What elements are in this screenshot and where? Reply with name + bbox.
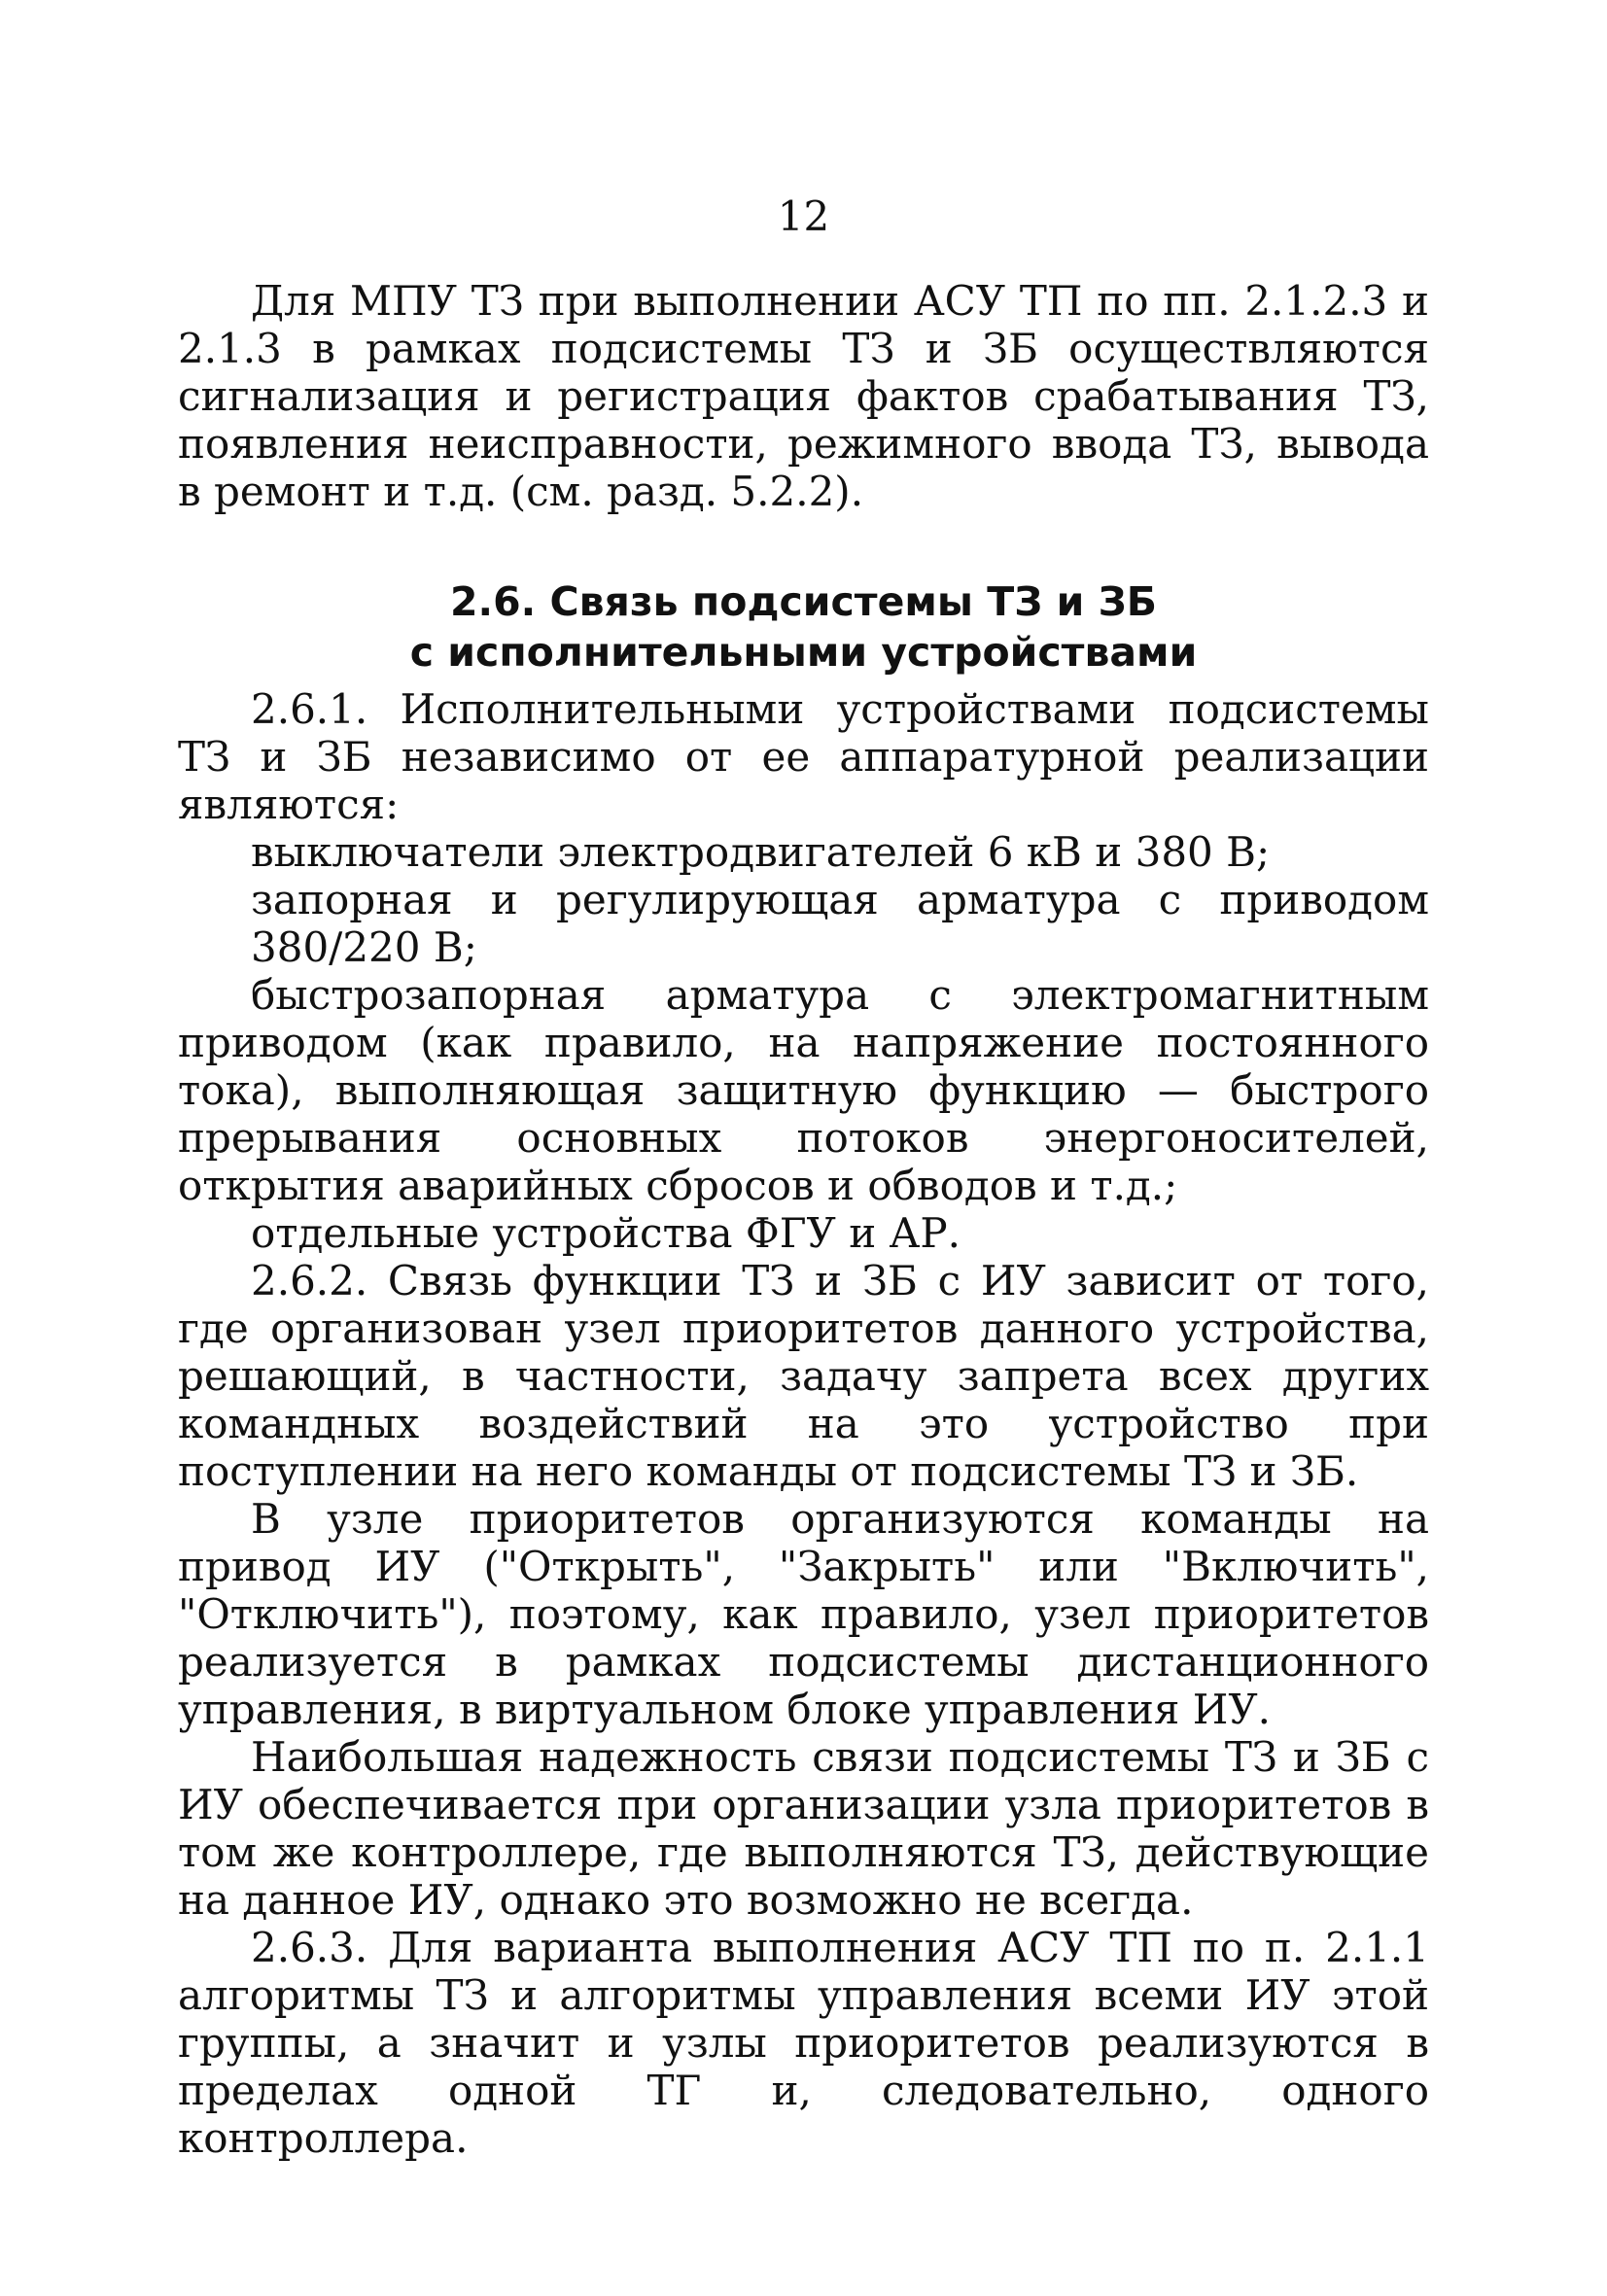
section-heading-line-2: с исполнительными устройствами [409,629,1198,676]
list-item: запорная и регулирующая арматура с приводом 380/220 В; [251,876,1429,971]
section-body [178,685,1429,2162]
paragraph-reliability: Наибольшая надежность связи подсистемы ТЗ и ЗБ с ИУ обеспечивается при организации узла приоритетов в том же контроллере, где выполняются ТЗ, действующие на данное ИУ, однако это возможно не всегда. [178,1733,1429,1924]
intro-block [178,277,1429,515]
section-heading [178,576,1429,678]
paragraph-2-6-1: 2.6.1. Исполнительными устройствами подсистемы ТЗ и ЗБ независимо от ее аппаратурной реализации являются: [178,685,1429,828]
list-item: отдельные устройства ФГУ и АР. [251,1209,961,1257]
paragraph-2-6-2: 2.6.2. Связь функции ТЗ и ЗБ с ИУ зависит от того, где организован узел приоритетов данного устройства, решающий, в частности, задачу запрета всех других командных воздействий на это устройство при поступлении на него команды от подсистемы ТЗ и ЗБ. [178,1257,1429,1495]
page-number: 12 [777,192,830,240]
paragraph-2-6-3: 2.6.3. Для варианта выполнения АСУ ТП по п. 2.1.1 алгоритмы ТЗ и алгоритмы управления всеми ИУ этой группы, а значит и узлы приоритетов реализуются в пределах одной ТГ и, следовательно, одного контроллера. [178,1924,1429,2162]
list-item: быстрозапорная арматура с электромагнитным приводом (как правило, на напряжение постоянного тока), выполняющая защитную функцию — быстрого прерывания основных потоков энергоносителей, открытия аварийных сбросов и обводов и т.д.; [178,971,1429,1209]
paragraph-priority-node: В узле приоритетов организуются команды на привод ИУ ("Открыть", "Закрыть" или "Включить", "Отключить"), поэтому, как правило, узел приоритетов реализуется в рамках подсистемы дистанционного управления, в виртуальном блоке управления ИУ. [178,1495,1429,1733]
section-heading-line-1: 2.6. Связь подсистемы ТЗ и ЗБ [450,578,1157,625]
list-item: выключатели электродвигателей 6 кВ и 380 В; [251,828,1271,876]
intro-paragraph: Для МПУ ТЗ при выполнении АСУ ТП по пп. 2.1.2.3 и 2.1.3 в рамках подсистемы ТЗ и ЗБ осуществляются сигнализация и регистрация фактов срабатывания ТЗ, появления неисправности, режимного ввода ТЗ, вывода в ремонт и т.д. (см. разд. 5.2.2). [178,277,1429,515]
